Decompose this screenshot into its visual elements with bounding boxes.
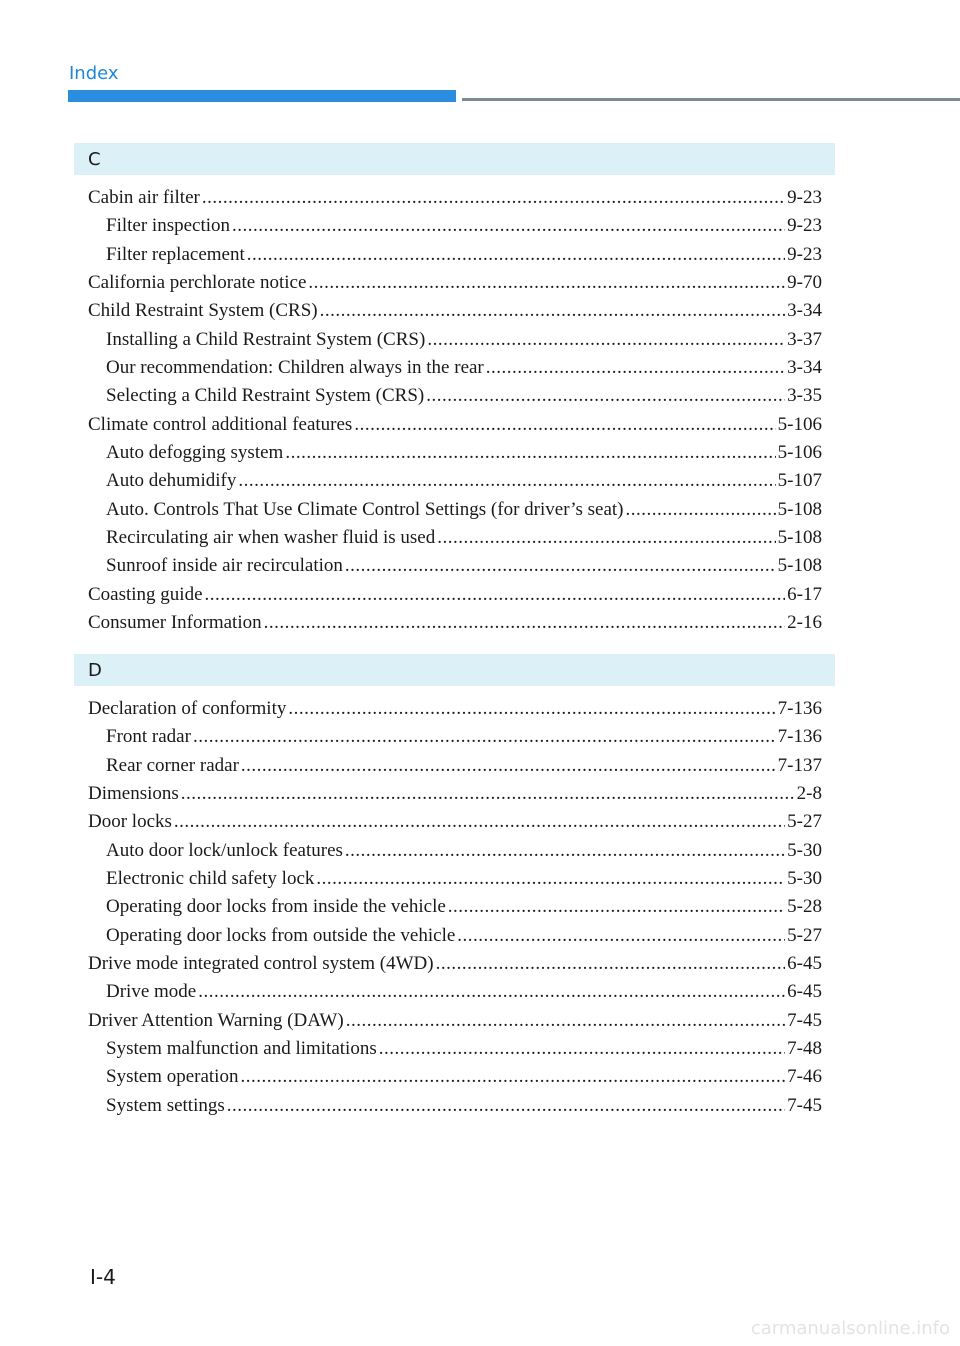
index-subentry — [88, 442, 822, 470]
dot-leader — [457, 925, 785, 947]
index-subentry — [88, 244, 822, 272]
header-rule-accent — [68, 90, 456, 102]
entry-label: Auto door lock/unlock features — [106, 839, 343, 861]
entry-label: Auto defogging system — [106, 442, 284, 464]
entry-page-ref: 7-136 — [777, 726, 822, 748]
dot-leader — [247, 244, 785, 266]
entry-page-ref: 5-108 — [777, 498, 822, 520]
dot-leader — [436, 953, 786, 975]
entry-label: Rear corner radar — [106, 754, 239, 776]
header-title: Index — [69, 63, 119, 84]
entry-page-ref: 6-45 — [787, 953, 822, 975]
entry-page-ref: 5-30 — [787, 839, 822, 861]
entry-label: Dimensions — [88, 783, 179, 805]
dot-leader — [205, 584, 786, 606]
dot-leader — [193, 726, 776, 748]
dot-leader — [345, 555, 776, 577]
entry-page-ref: 2-8 — [796, 783, 822, 805]
index-entry — [88, 698, 822, 726]
entry-label: Filter replacement — [106, 243, 245, 265]
dot-leader — [202, 187, 785, 209]
entry-label: Child Restraint System (CRS) — [88, 300, 318, 322]
index-subentry — [88, 1066, 822, 1094]
entry-label: Sunroof inside air recirculation — [106, 555, 343, 577]
entry-page-ref: 9-23 — [787, 187, 822, 208]
dot-leader — [320, 300, 786, 322]
entry-page-ref: 5-107 — [777, 470, 822, 492]
dot-leader — [437, 527, 775, 549]
dot-leader — [316, 868, 785, 890]
dot-leader — [379, 1038, 785, 1060]
entry-page-ref: 7-45 — [787, 1094, 822, 1116]
dot-leader — [448, 896, 785, 918]
section-letter: C — [88, 149, 101, 170]
entry-label: Filter inspection — [106, 215, 231, 237]
header-rule-gray — [462, 98, 960, 101]
index-subentry — [88, 896, 822, 924]
index-subentry — [88, 527, 822, 555]
entry-label: System malfunction and limitations — [106, 1038, 377, 1060]
entry-label: Front radar — [106, 726, 191, 748]
dot-leader — [345, 840, 785, 862]
dot-leader — [238, 470, 775, 492]
entry-label: Drive mode integrated control system (4WD) — [88, 953, 434, 975]
entry-label: System settings — [106, 1094, 225, 1116]
dot-leader — [241, 755, 776, 777]
entry-label: Installing a Child Restraint System (CRS) — [106, 328, 426, 350]
index-entry — [88, 300, 822, 328]
dot-leader — [346, 1010, 785, 1032]
dot-leader — [264, 612, 786, 634]
index-entry — [88, 783, 822, 811]
index-entry — [88, 187, 822, 215]
entry-page-ref: 7-46 — [787, 1066, 822, 1088]
index-list-d — [88, 698, 822, 1123]
index-subentry — [88, 329, 822, 357]
entry-label: Driver Attention Warning (DAW) — [88, 1009, 344, 1031]
index-subentry — [88, 357, 822, 385]
index-subentry — [88, 499, 822, 527]
entry-page-ref: 2-16 — [787, 612, 822, 634]
index-subentry — [88, 726, 822, 754]
entry-page-ref: 3-34 — [787, 300, 822, 322]
section-header-d — [74, 654, 835, 686]
entry-label: Auto. Controls That Use Climate Control Settings (for driver’s seat) — [106, 498, 624, 520]
index-entry — [88, 414, 822, 442]
dot-leader — [426, 385, 785, 407]
index-entry — [88, 584, 822, 612]
entry-label: Door locks — [88, 811, 172, 833]
index-entry — [88, 272, 822, 300]
index-entry — [88, 811, 822, 839]
entry-label: Selecting a Child Restraint System (CRS) — [106, 385, 425, 407]
index-subentry — [88, 840, 822, 868]
entry-page-ref: 5-106 — [777, 442, 822, 464]
entry-page-ref: 7-45 — [787, 1009, 822, 1031]
entry-label: Recirculating air when washer fluid is used — [106, 527, 436, 549]
entry-page-ref: 7-48 — [787, 1038, 822, 1060]
section-letter: D — [88, 660, 102, 681]
entry-label: Operating door locks from outside the vehicle — [106, 924, 456, 946]
entry-page-ref: 3-34 — [787, 357, 822, 379]
index-list-c — [88, 187, 822, 641]
dot-leader — [427, 329, 785, 351]
watermark: carmanualsonline.info — [750, 1318, 950, 1339]
index-entry — [88, 1010, 822, 1038]
entry-page-ref: 5-108 — [777, 527, 822, 549]
dot-leader — [285, 442, 775, 464]
entry-label: Drive mode — [106, 981, 197, 1003]
index-entry — [88, 612, 822, 640]
entry-label: System operation — [106, 1066, 239, 1088]
entry-label: Electronic child safety lock — [106, 868, 315, 890]
index-subentry — [88, 755, 822, 783]
entry-page-ref: 5-27 — [787, 924, 822, 946]
index-subentry — [88, 555, 822, 583]
entry-page-ref: 9-23 — [787, 243, 822, 265]
index-subentry — [88, 470, 822, 498]
entry-label: Cabin air filter — [88, 187, 200, 208]
index-subentry — [88, 385, 822, 413]
entry-label: Climate control additional features — [88, 413, 353, 435]
index-subentry — [88, 1095, 822, 1123]
section-header-c — [74, 143, 835, 175]
entry-page-ref: 5-28 — [787, 896, 822, 918]
entry-page-ref: 5-27 — [787, 811, 822, 833]
index-subentry — [88, 925, 822, 953]
entry-page-ref: 3-37 — [787, 328, 822, 350]
entry-page-ref: 9-70 — [787, 272, 822, 294]
entry-label: Operating door locks from inside the vehicle — [106, 896, 446, 918]
index-entry — [88, 953, 822, 981]
entry-page-ref: 3-35 — [787, 385, 822, 407]
dot-leader — [198, 981, 785, 1003]
dot-leader — [240, 1066, 785, 1088]
dot-leader — [308, 272, 785, 294]
index-subentry — [88, 1038, 822, 1066]
index-subentry — [88, 215, 822, 243]
entry-label: California perchlorate notice — [88, 272, 307, 294]
entry-label: Auto dehumidify — [106, 470, 237, 492]
dot-leader — [181, 783, 795, 805]
page-number: I-4 — [90, 1265, 116, 1289]
entry-page-ref: 5-30 — [787, 868, 822, 890]
dot-leader — [486, 357, 785, 379]
dot-leader — [288, 698, 775, 720]
entry-label: Coasting guide — [88, 583, 203, 605]
entry-page-ref: 5-106 — [777, 413, 822, 435]
entry-page-ref: 6-17 — [787, 583, 822, 605]
entry-page-ref: 7-137 — [777, 754, 822, 776]
entry-page-ref: 5-108 — [777, 555, 822, 577]
dot-leader — [354, 414, 775, 436]
entry-label: Our recommendation: Children always in the rear — [106, 357, 484, 379]
dot-leader — [174, 811, 785, 833]
dot-leader — [626, 499, 776, 521]
entry-page-ref: 7-136 — [777, 698, 822, 719]
dot-leader — [232, 215, 785, 237]
entry-page-ref: 6-45 — [787, 981, 822, 1003]
dot-leader — [227, 1095, 785, 1117]
entry-label: Declaration of conformity — [88, 698, 287, 719]
index-subentry — [88, 981, 822, 1009]
entry-page-ref: 9-23 — [787, 215, 822, 237]
index-subentry — [88, 868, 822, 896]
entry-label: Consumer Information — [88, 612, 262, 634]
